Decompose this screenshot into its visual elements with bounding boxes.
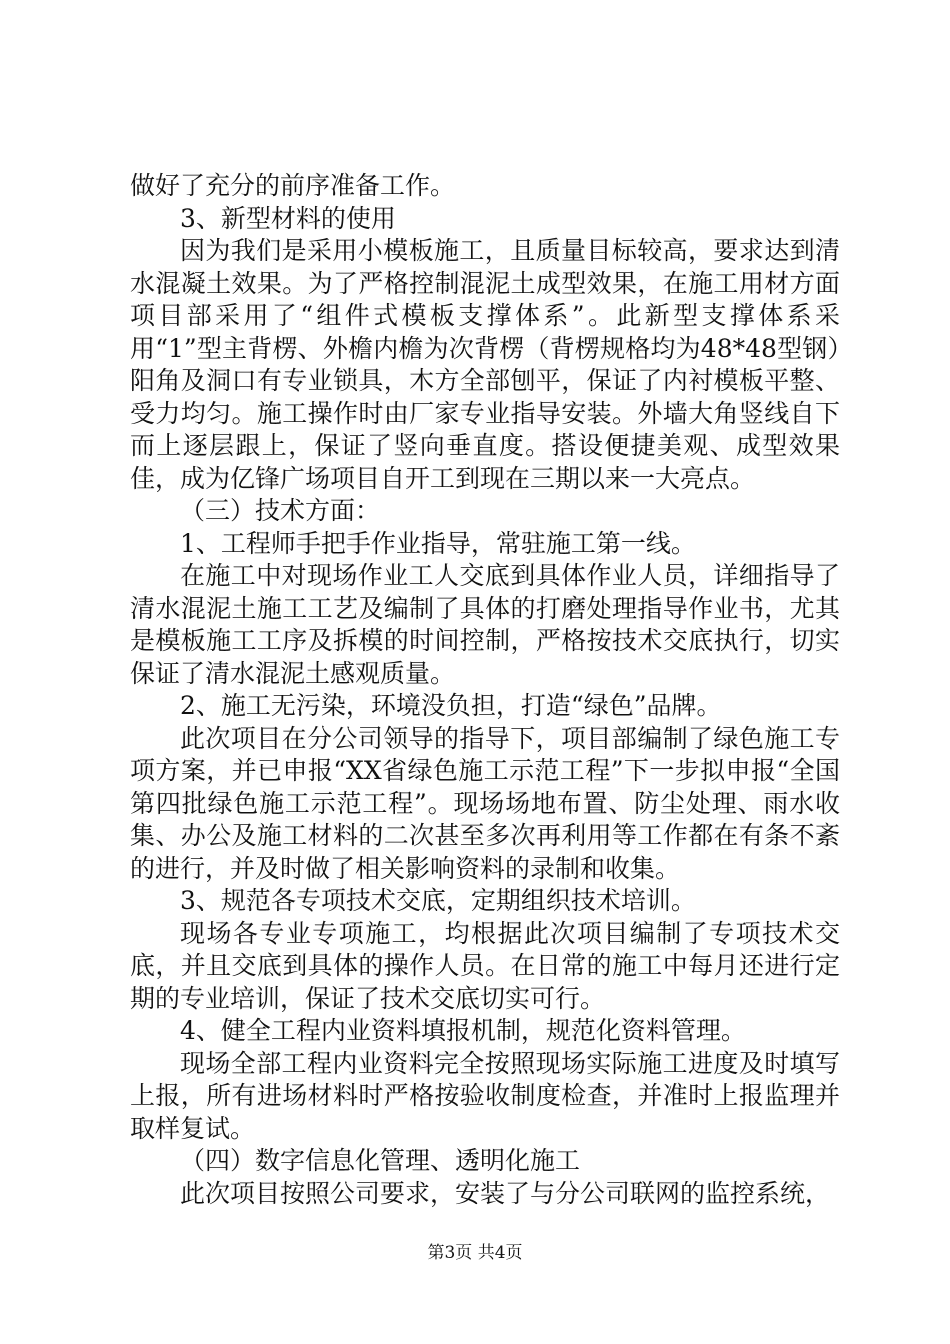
paragraph: 因为我们是采用小模板施工，且质量目标较高，要求达到清水混凝土效果。为了严格控制混泥土成型效果，在施工用材方面项目部采用了“组件式模板支撑体系”。此新型支撑体系采用“1”型主背楞、外檐内檐为次背楞（背楞规格均为48*48型钢）阳角及洞口有专业锁具，木方全部刨平，保证了内衬模板平整、受力均匀。施工操作时由厂家专业指导安装。外墙大角竖线自下而上逐层跟上，保证了竖向垂直度。搭设便捷美观、成型效果佳，成为亿锋广场项目自开工到现在三期以来一大亮点。 <box>130 236 840 493</box>
section-heading: 4、健全工程内业资料填报机制，规范化资料管理。 <box>180 1016 746 1045</box>
section-heading: （三）技术方面： <box>180 496 381 525</box>
paragraph: 在施工中对现场作业工人交底到具体作业人员，详细指导了清水混泥土施工工艺及编制了具体的打磨处理指导作业书，尤其是模板施工工序及拆模的时间控制，严格按技术交底执行，切实保证了清水混泥土感观质量。 <box>130 561 840 688</box>
section-heading: 2、施工无污染，环境没负担，打造“绿色”品牌。 <box>180 691 722 720</box>
section-heading: 1、工程师手把手作业指导，常驻施工第一线。 <box>180 528 696 558</box>
paragraph: 此次项目按照公司要求，安装了与分公司联网的监控系统， <box>180 1178 831 1208</box>
document-body <box>130 170 840 1210</box>
page-number-footer: 第3页 共4页 <box>427 1243 523 1263</box>
section-heading: 3、新型材料的使用 <box>180 203 396 233</box>
paragraph: 此次项目在分公司领导的指导下，项目部编制了绿色施工专项方案，并已申报“XX省绿色施工示范工程”下一步拟申报“全国第四批绿色施工示范工程”。现场场地布置、防尘处理、雨水收集、办公及施工材料的二次甚至多次再利用等工作都在有条不紊的进行，并及时做了相关影响资料的录制和收集。 <box>130 723 840 883</box>
paragraph: 现场各专业专项施工，均根据此次项目编制了专项技术交底，并且交底到具体的操作人员。在日常的施工中每月还进行定期的专业培训，保证了技术交底切实可行。 <box>130 918 840 1013</box>
section-heading: 3、规范各专项技术交底，定期组织技术培训。 <box>180 886 696 915</box>
paragraph: 做好了充分的前序准备工作。 <box>130 171 456 200</box>
paragraph: 现场全部工程内业资料完全按照现场实际施工进度及时填写上报，所有进场材料时严格按验收制度检查，并准时上报监理并取样复试。 <box>130 1048 840 1143</box>
section-heading: （四）数字信息化管理、透明化施工 <box>180 1146 581 1175</box>
